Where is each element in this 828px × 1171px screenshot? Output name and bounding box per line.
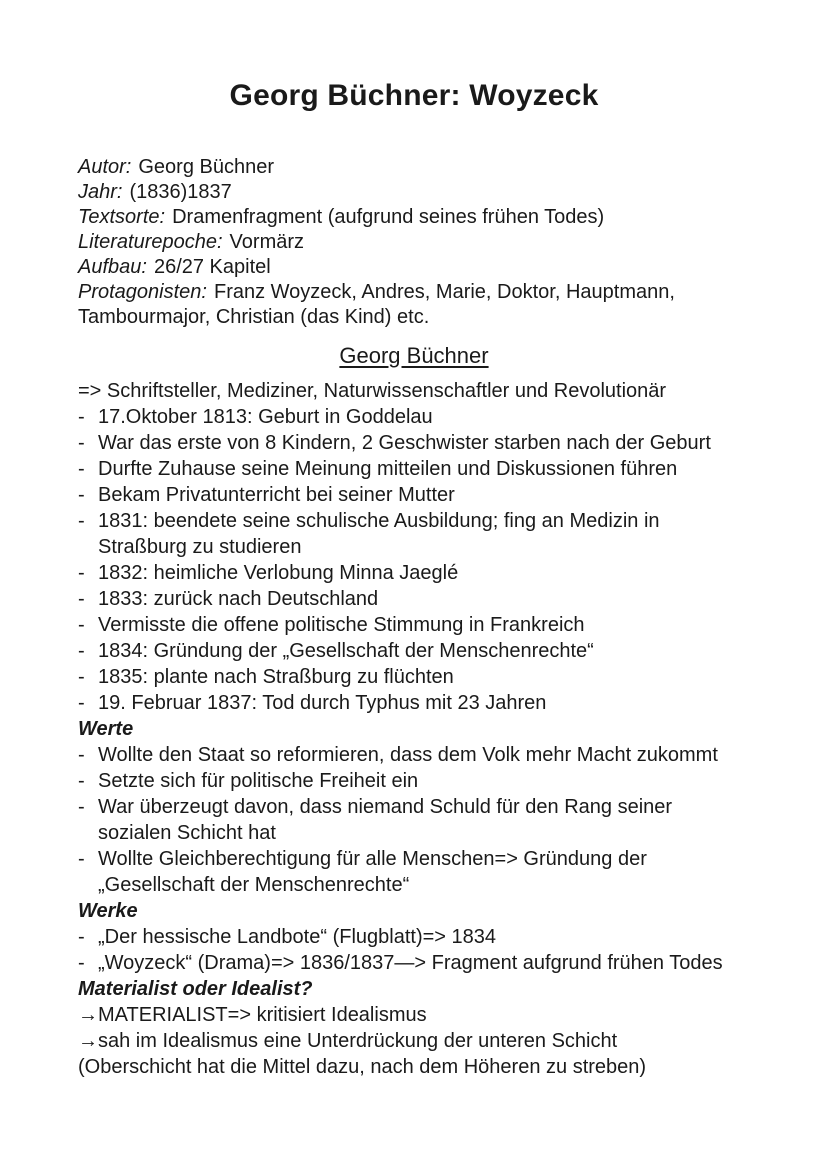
bullet-text: War überzeugt davon, dass niemand Schuld für den Rang seiner sozialen Schicht hat — [98, 796, 673, 844]
bullet-text: Durfte Zuhause seine Meinung mitteilen und Diskussionen führen — [98, 458, 678, 480]
bullet-dash: - — [78, 744, 85, 766]
metadata-line-jahr — [78, 180, 778, 205]
bullet-item — [78, 482, 783, 508]
bullet-dash: - — [78, 692, 85, 714]
metadata-line-aufbau — [78, 255, 778, 280]
bullet-item — [78, 456, 783, 482]
metadata-label: Aufbau: — [78, 256, 147, 278]
bullet-item — [78, 924, 783, 950]
metadata-value: (1836)1837 — [129, 181, 232, 203]
bullet-text: 1835: plante nach Straßburg zu flüchten — [98, 666, 454, 688]
bullet-text: 1832: heimliche Verlobung Minna Jaeglé — [98, 562, 459, 584]
bullet-item — [78, 950, 783, 976]
metadata-value-line2: Tambourmajor, Christian (das Kind) etc. — [78, 306, 430, 328]
bullet-item — [78, 612, 783, 638]
section-heading-text: Georg Büchner — [339, 343, 489, 368]
page-title: Georg Büchner: Woyzeck — [229, 79, 599, 112]
bullet-item — [78, 690, 783, 716]
metadata-label: Literaturepoche: — [78, 231, 223, 253]
bullet-text: „Woyzeck“ (Drama)=> 1836/1837—> Fragment aufgrund frühen Todes — [98, 952, 723, 974]
metadata-line-protagonisten — [78, 280, 778, 330]
bullet-item — [78, 560, 783, 586]
note-line: (Oberschicht hat die Mittel dazu, nach dem Höheren zu streben) — [78, 1056, 647, 1078]
bullet-dash: - — [78, 926, 85, 948]
metadata-value: Dramenfragment (aufgrund seines frühen Todes) — [172, 206, 605, 228]
bullet-item — [78, 846, 783, 898]
bullet-text: 19. Februar 1837: Tod durch Typhus mit 23 Jahren — [98, 692, 547, 714]
metadata-value: 26/27 Kapitel — [153, 256, 271, 278]
bullet-text: Bekam Privatunterricht bei seiner Mutter — [98, 484, 455, 506]
bullet-dash: - — [78, 432, 85, 454]
metadata-block — [0, 155, 828, 330]
section-heading — [0, 342, 828, 370]
bullet-item — [78, 742, 783, 768]
bullet-text: 1831: beendete seine schulische Ausbildung; fing an Medizin in Straßburg zu studieren — [98, 510, 660, 558]
bullet-text: „Der hessische Landbote“ (Flugblatt)=> 1834 — [98, 926, 497, 948]
bullet-dash: - — [78, 614, 85, 636]
bullet-dash: - — [78, 484, 85, 506]
arrow-line-idealismus: →sah im Idealismus eine Unterdrückung der unteren Schicht — [78, 1030, 618, 1052]
werte-heading: Werte — [78, 718, 134, 740]
document-body — [0, 378, 828, 1080]
metadata-value: Franz Woyzeck, Andres, Marie, Doktor, Hauptmann, — [213, 281, 675, 303]
metadata-label: Textsorte: — [78, 206, 166, 228]
bullet-text: War das erste von 8 Kindern, 2 Geschwister starben nach der Geburt — [98, 432, 711, 454]
bullet-text: 1834: Gründung der „Gesellschaft der Menschenrechte“ — [98, 640, 594, 662]
bullet-dash: - — [78, 666, 85, 688]
bullet-dash: - — [78, 562, 85, 584]
bullet-item — [78, 794, 783, 846]
bullet-dash: - — [78, 848, 85, 870]
metadata-line-textsorte — [78, 205, 778, 230]
bullet-text: Setzte sich für politische Freiheit ein — [98, 770, 419, 792]
bullet-dash: - — [78, 770, 85, 792]
bullet-text: Vermisste die offene politische Stimmung in Frankreich — [98, 614, 585, 636]
bullet-item — [78, 404, 783, 430]
bullet-dash: - — [78, 640, 85, 662]
werke-heading: Werke — [78, 900, 138, 922]
bullet-item — [78, 586, 783, 612]
bullet-text: 17.Oktober 1813: Geburt in Goddelau — [98, 406, 433, 428]
intro-line: => Schriftsteller, Mediziner, Naturwissenschaftler und Revolutionär — [78, 380, 667, 402]
metadata-label: Autor: — [78, 156, 132, 178]
bullet-dash: - — [78, 458, 85, 480]
bullet-dash: - — [78, 796, 85, 818]
metadata-label: Protagonisten: — [78, 281, 207, 303]
bullet-text: 1833: zurück nach Deutschland — [98, 588, 379, 610]
bullet-dash: - — [78, 588, 85, 610]
bullet-item — [78, 638, 783, 664]
metadata-line-autor — [78, 155, 778, 180]
arrow-line-materialist: →MATERIALIST=> kritisiert Idealismus — [78, 1004, 427, 1026]
bullet-dash: - — [78, 952, 85, 974]
bullet-item — [78, 768, 783, 794]
metadata-value: Vormärz — [229, 231, 305, 253]
bullet-text: Wollte den Staat so reformieren, dass dem Volk mehr Macht zukommt — [98, 744, 718, 766]
bullet-dash: - — [78, 510, 85, 532]
bullet-item — [78, 508, 783, 560]
bullet-item — [78, 430, 783, 456]
metadata-value: Georg Büchner — [138, 156, 274, 178]
bullet-item — [78, 664, 783, 690]
bullet-text: Wollte Gleichberechtigung für alle Menschen=> Gründung der „Gesellschaft der Menschenrechte“ — [98, 848, 647, 896]
metadata-line-literaturepoche — [78, 230, 778, 255]
bullet-dash: - — [78, 406, 85, 428]
metadata-label: Jahr: — [78, 181, 123, 203]
materialist-heading: Materialist oder Idealist? — [78, 978, 313, 1000]
